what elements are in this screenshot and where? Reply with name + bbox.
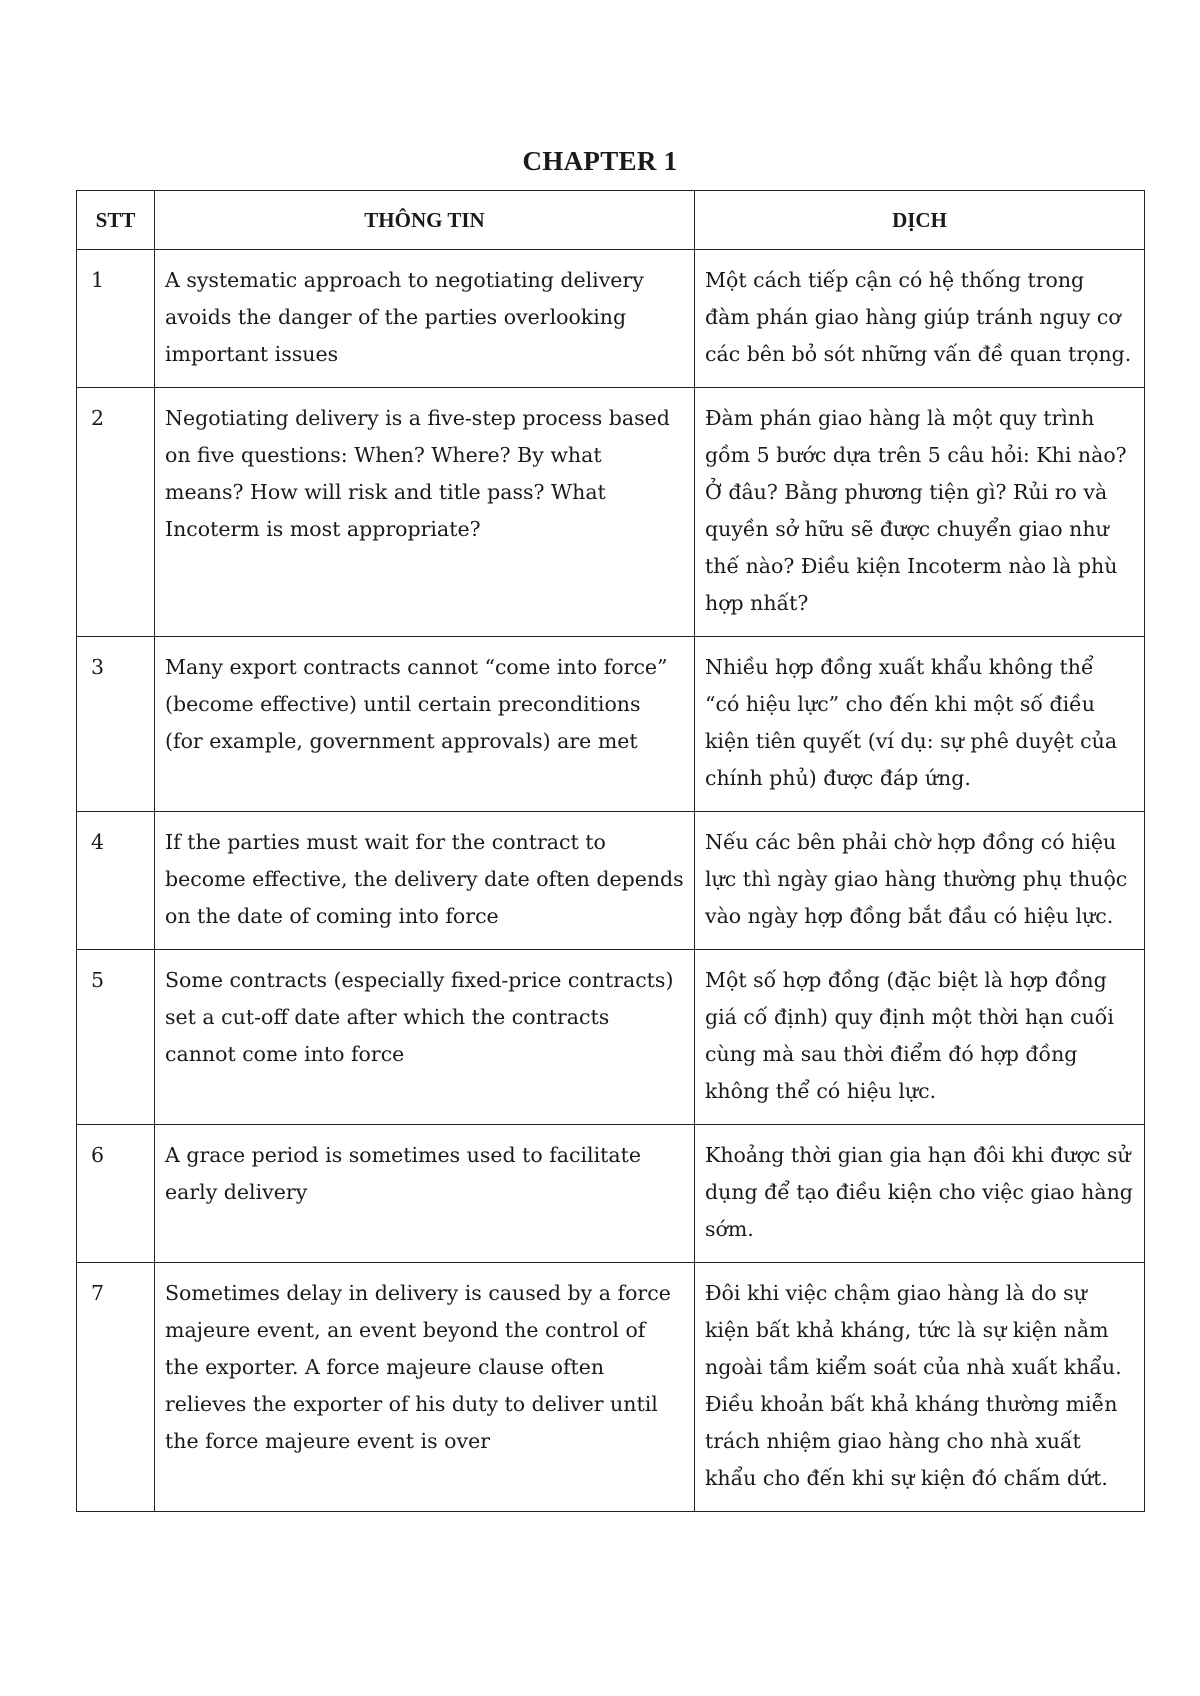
table-row — [77, 1263, 1145, 1512]
row-number: 2 — [77, 388, 155, 637]
row-translation: Nhiều hợp đồng xuất khẩu không thể “có hiệu lực” cho đến khi một số điều kiện tiên quyết (ví dụ: sự phê duyệt của chính phủ) được đáp ứng. — [695, 637, 1145, 812]
table-row — [77, 637, 1145, 812]
row-info: A systematic approach to negotiating delivery avoids the danger of the parties overlooking important issues — [155, 250, 695, 388]
row-info: If the parties must wait for the contract to become effective, the delivery date often depends on the date of coming into force — [155, 812, 695, 950]
row-translation: Đàm phán giao hàng là một quy trình gồm 5 bước dựa trên 5 câu hỏi: Khi nào? Ở đâu? Bằng phương tiện gì? Rủi ro và quyền sở hữu sẽ được chuyển giao như thế nào? Điều kiện Incoterm nào là phù hợp nhất? — [695, 388, 1145, 637]
row-number: 1 — [77, 250, 155, 388]
table-row — [77, 950, 1145, 1125]
header-stt: STT — [77, 191, 155, 250]
row-number: 7 — [77, 1263, 155, 1512]
table-row — [77, 388, 1145, 637]
header-info: THÔNG TIN — [155, 191, 695, 250]
row-translation: Một cách tiếp cận có hệ thống trong đàm phán giao hàng giúp tránh nguy cơ các bên bỏ sót những vấn đề quan trọng. — [695, 250, 1145, 388]
row-number: 3 — [77, 637, 155, 812]
page-title: CHAPTER 1 — [522, 146, 678, 176]
row-translation: Khoảng thời gian gia hạn đôi khi được sử dụng để tạo điều kiện cho việc giao hàng sớm. — [695, 1125, 1145, 1263]
row-translation: Nếu các bên phải chờ hợp đồng có hiệu lực thì ngày giao hàng thường phụ thuộc vào ngày hợp đồng bắt đầu có hiệu lực. — [695, 812, 1145, 950]
row-number: 4 — [77, 812, 155, 950]
chapter-table — [76, 190, 1145, 1512]
row-translation: Một số hợp đồng (đặc biệt là hợp đồng giá cố định) quy định một thời hạn cuối cùng mà sau thời điểm đó hợp đồng không thể có hiệu lực. — [695, 950, 1145, 1125]
table-row — [77, 1125, 1145, 1263]
table-row — [77, 250, 1145, 388]
row-number: 5 — [77, 950, 155, 1125]
row-info: Sometimes delay in delivery is caused by a force majeure event, an event beyond the control of the exporter. A force majeure clause often relieves the exporter of his duty to deliver until the force majeure event is over — [155, 1263, 695, 1512]
row-info: Some contracts (especially fixed-price contracts) set a cut-off date after which the contracts cannot come into force — [155, 950, 695, 1125]
table-header-row — [77, 191, 1145, 250]
row-info: Many export contracts cannot “come into force” (become effective) until certain preconditions (for example, government approvals) are met — [155, 637, 695, 812]
row-translation: Đôi khi việc chậm giao hàng là do sự kiện bất khả kháng, tức là sự kiện nằm ngoài tầm kiểm soát của nhà xuất khẩu. Điều khoản bất khả kháng thường miễn trách nhiệm giao hàng cho nhà xuất khẩu cho đến khi sự kiện đó chấm dứt. — [695, 1263, 1145, 1512]
row-info: Negotiating delivery is a five-step process based on five questions: When? Where? By what means? How will risk and title pass? What Incoterm is most appropriate? — [155, 388, 695, 637]
table-row — [77, 812, 1145, 950]
header-translation: DỊCH — [695, 191, 1145, 250]
row-number: 6 — [77, 1125, 155, 1263]
row-info: A grace period is sometimes used to facilitate early delivery — [155, 1125, 695, 1263]
